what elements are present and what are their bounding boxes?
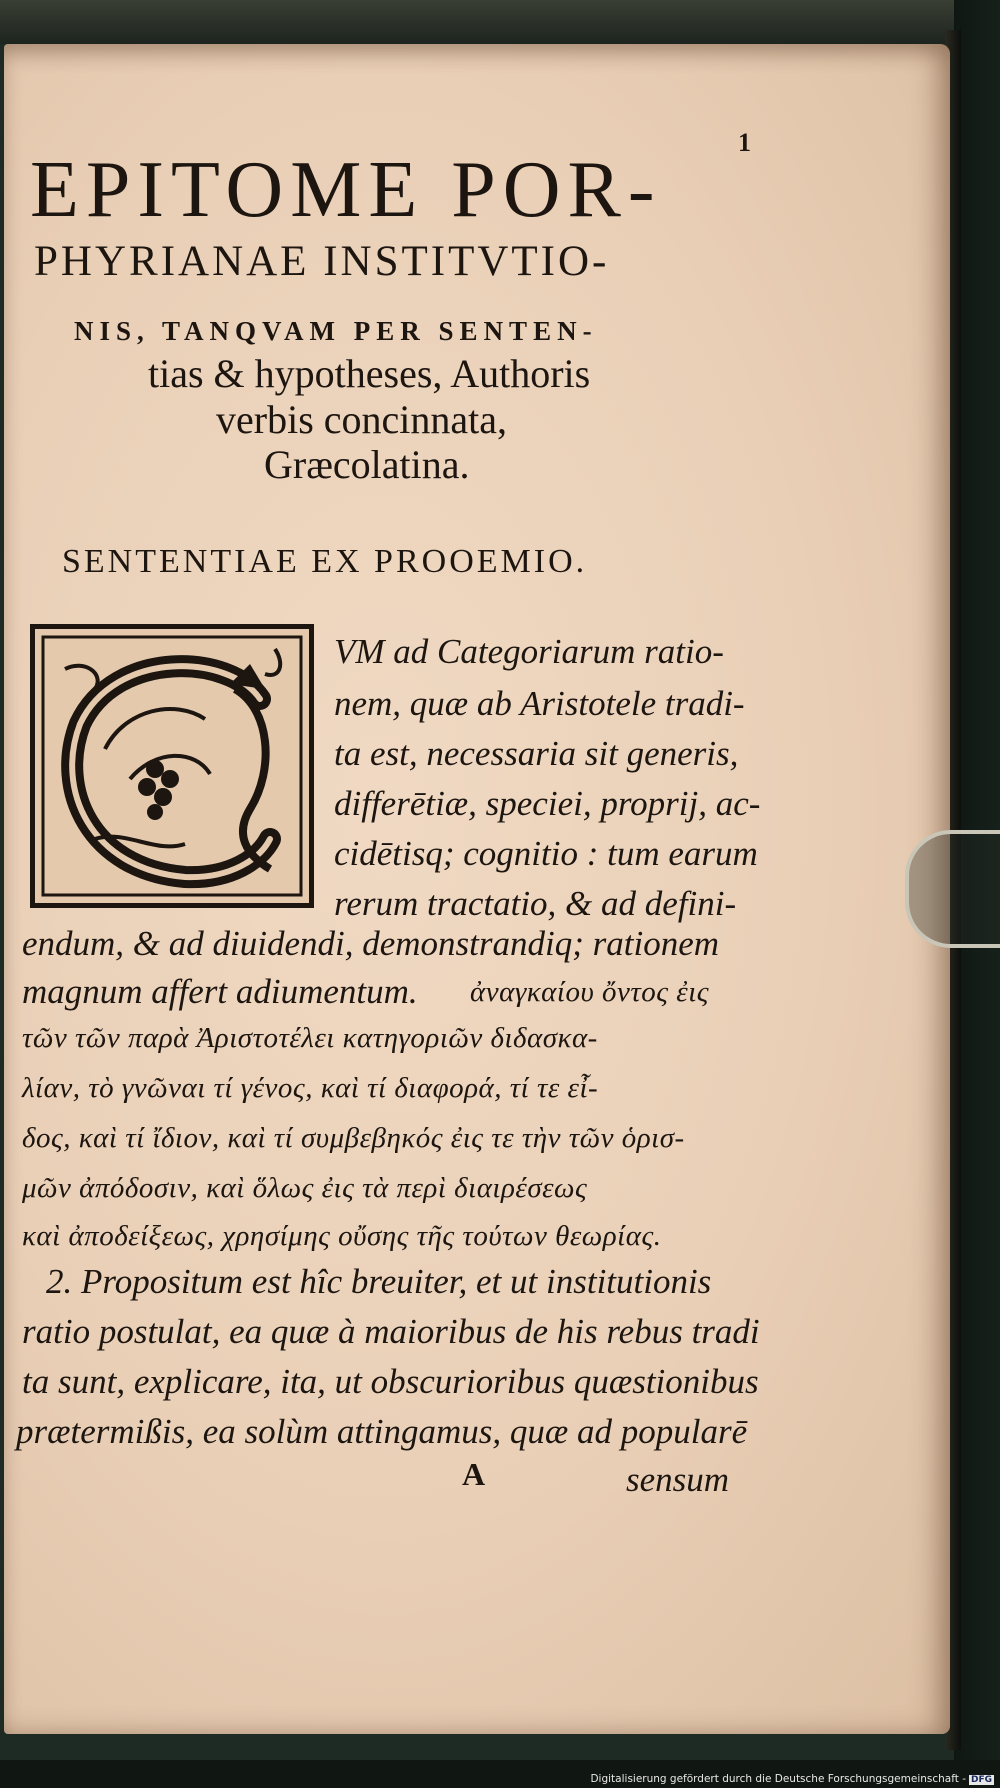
digitization-credit [590, 1773, 994, 1785]
greek-line-5: μῶν ἀπόδοσιν, καὶ ὅλως ἐις τὰ περὶ διαιρέσεως [22, 1172, 588, 1204]
greek-line-6: καὶ ἀποδείξεως, χρησίμης οὔσης τῆς τούτων θεωρίας. [22, 1220, 662, 1252]
greek-line-4: δος, καὶ τί ἴδιον, καὶ τί συμβεβηκός ἐις τε τὴν τῶν ὁρισ- [22, 1122, 685, 1154]
signature-mark: A [462, 1456, 486, 1492]
section-heading: SENTENTIAE EX PROOEMIO. [62, 543, 588, 580]
folio-number: 1 [738, 128, 751, 157]
body-line-1: VM ad Categoriarum ratio- [334, 632, 724, 671]
title-line-4: tias & hypotheses, Authoris [148, 351, 591, 396]
greek-line-1: ἀναγκαίου ὄντος ἐις [470, 976, 710, 1008]
body-line-7: endum, & ad diuidendi, demonstrandiq; rationem [22, 924, 720, 963]
page-clip [905, 830, 1000, 948]
title-line-1: EPITOME POR- [30, 146, 662, 234]
title-line-3: NIS, TANQVAM PER SENTEN- [74, 316, 598, 346]
credit-text: Digitalisierung gefördert durch die Deutsche Forschungsgemeinschaft - [590, 1773, 966, 1785]
body-line-5: cidētisq; cognitio : tum earum [334, 834, 758, 873]
title-line-6: Græcolatina. [264, 442, 470, 487]
scan-top-border [0, 0, 1000, 44]
decorated-initial-c [30, 624, 314, 908]
body-line-9: 2. Propositum est hîc breuiter, et ut institutionis [46, 1262, 712, 1301]
body-line-12: prætermißis, ea solùm attingamus, quæ ad popularē [16, 1412, 748, 1451]
body-line-2: nem, quæ ab Aristotele tradi- [334, 684, 745, 723]
greek-line-3: λίαν, τὸ γνῶναι τί γένος, καὶ τί διαφορά, τί τε εἶ- [22, 1072, 599, 1104]
body-line-8: magnum affert adiumentum. [22, 972, 418, 1011]
catchword: sensum [626, 1460, 730, 1499]
title-line-2: PHYRIANAE INSTITVTIO- [34, 238, 610, 285]
title-line-5: verbis concinnata, [216, 397, 507, 442]
body-line-6: rerum tractatio, & ad defini- [334, 884, 737, 923]
body-line-4: differētiæ, speciei, proprij, ac- [334, 784, 761, 823]
greek-line-2: τῶν τῶν παρὰ Ἀριστοτέλει κατηγοριῶν διδασκα- [22, 1022, 598, 1054]
dfg-logo-icon: DFG [970, 1775, 992, 1785]
body-line-10: ratio postulat, ea quæ à maioribus de his rebus tradi [22, 1312, 760, 1351]
body-line-3: ta est, necessaria sit generis, [334, 734, 739, 773]
woodcut-initial-icon [35, 629, 309, 903]
body-line-11: ta sunt, explicare, ita, ut obscurioribus quæstionibus [22, 1362, 759, 1401]
